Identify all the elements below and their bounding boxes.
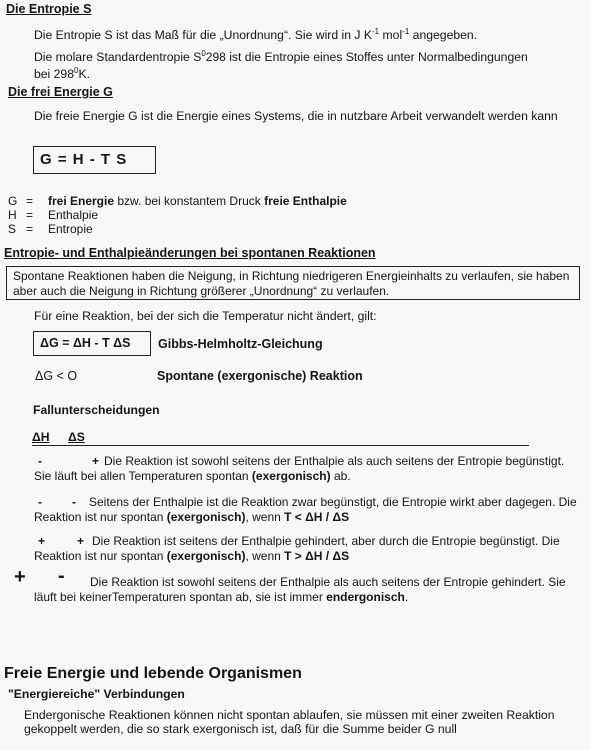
spontane-reaktionen-box: Spontane Reaktionen haben die Neigung, in Richtung niedrigeren Energieinhalts zu verlaufen, sie haben aber auch die Neigung in Richtung größerer „Unordnung“ zu verlaufen.: [6, 266, 580, 300]
subheading-energiereiche: "Energiereiche" Verbindungen: [8, 687, 185, 701]
condition-formula: ΔG < O: [35, 369, 78, 383]
def-h: H = Enthalpie: [8, 208, 99, 222]
case-4: + - Die Reaktion ist sowohl seitens der Enthalpie als auch seitens der Entropie gehindert. Sie läuft bei keinerTemperaturen spontan ab, sie ist immer endergonisch.: [14, 565, 566, 604]
symbol-definitions: [8, 194, 347, 236]
case-1: - + Die Reaktion ist sowohl seitens der Enthalpie als auch seitens der Entropie begünstigt. Sie läuft bei allen Temperaturen spontan (exergonisch) ab.: [34, 454, 565, 483]
standardentropie-definition: Die molare Standardentropie $S^0298$ ist die Entropie eines Stoffes unter Normalbedingungen bei $298^0K$.: [34, 49, 528, 82]
col-delta-h: ΔH: [32, 430, 50, 444]
heading-spontane-reaktionen: Entropie- und Enthalpieänderungen bei spontanen Reaktionen: [4, 246, 376, 260]
gibbs-formula: ΔG = ΔH - T ΔS: [33, 331, 151, 356]
organismen-paragraph: Endergonische Reaktionen können nicht spontan ablaufen, sie müssen mit einer zweiten Reaktion gekoppelt werden, die so stark exergonisch ist, daß für die Summe beider G null: [24, 708, 555, 736]
col-delta-s: ΔS: [68, 430, 85, 444]
entropie-definition: Die Entropie S ist das Maß für die „Unordnung“. Sie wird in J $K^{-1}$ mol$^{-1}$ angegeben.: [34, 27, 478, 43]
heading-organismen: Freie Energie und lebende Organismen: [4, 665, 302, 682]
def-g: G = frei Energie bzw. bei konstantem Druck freie Enthalpie: [8, 194, 347, 208]
case-3: + + Die Reaktion ist seitens der Enthalpie gehindert, aber durch die Entropie begünstigt. Die Reaktion ist nur spontan (exergonisch), wenn T > ΔH / ΔS: [34, 534, 560, 563]
divider: [32, 445, 529, 446]
temperatur-intro: Für eine Reaktion, bei der sich die Temperatur nicht ändert, gilt:: [34, 309, 377, 323]
case-2: - - Seitens der Enthalpie ist die Reaktion zwar begünstigt, die Entropie wirkt aber dagegen. Die Reaktion ist nur spontan (exergonisch), wenn T < ΔH / ΔS: [34, 495, 577, 524]
condition-label: Spontane (exergonische) Reaktion: [157, 369, 363, 383]
heading-entropie: Die Entropie S: [6, 2, 92, 16]
cases-heading: Fallunterscheidungen: [33, 403, 160, 417]
freie-energie-definition: Die freie Energie G ist die Energie eines Systems, die in nutzbare Arbeit verwandelt werden kann: [34, 109, 558, 123]
def-s: S = Entropie: [8, 222, 93, 236]
gibbs-name: Gibbs-Helmholtz-Gleichung: [158, 337, 323, 351]
heading-freie-energie: Die frei Energie G: [8, 85, 113, 99]
formula-g-h-ts: G = H - T S: [33, 146, 156, 174]
